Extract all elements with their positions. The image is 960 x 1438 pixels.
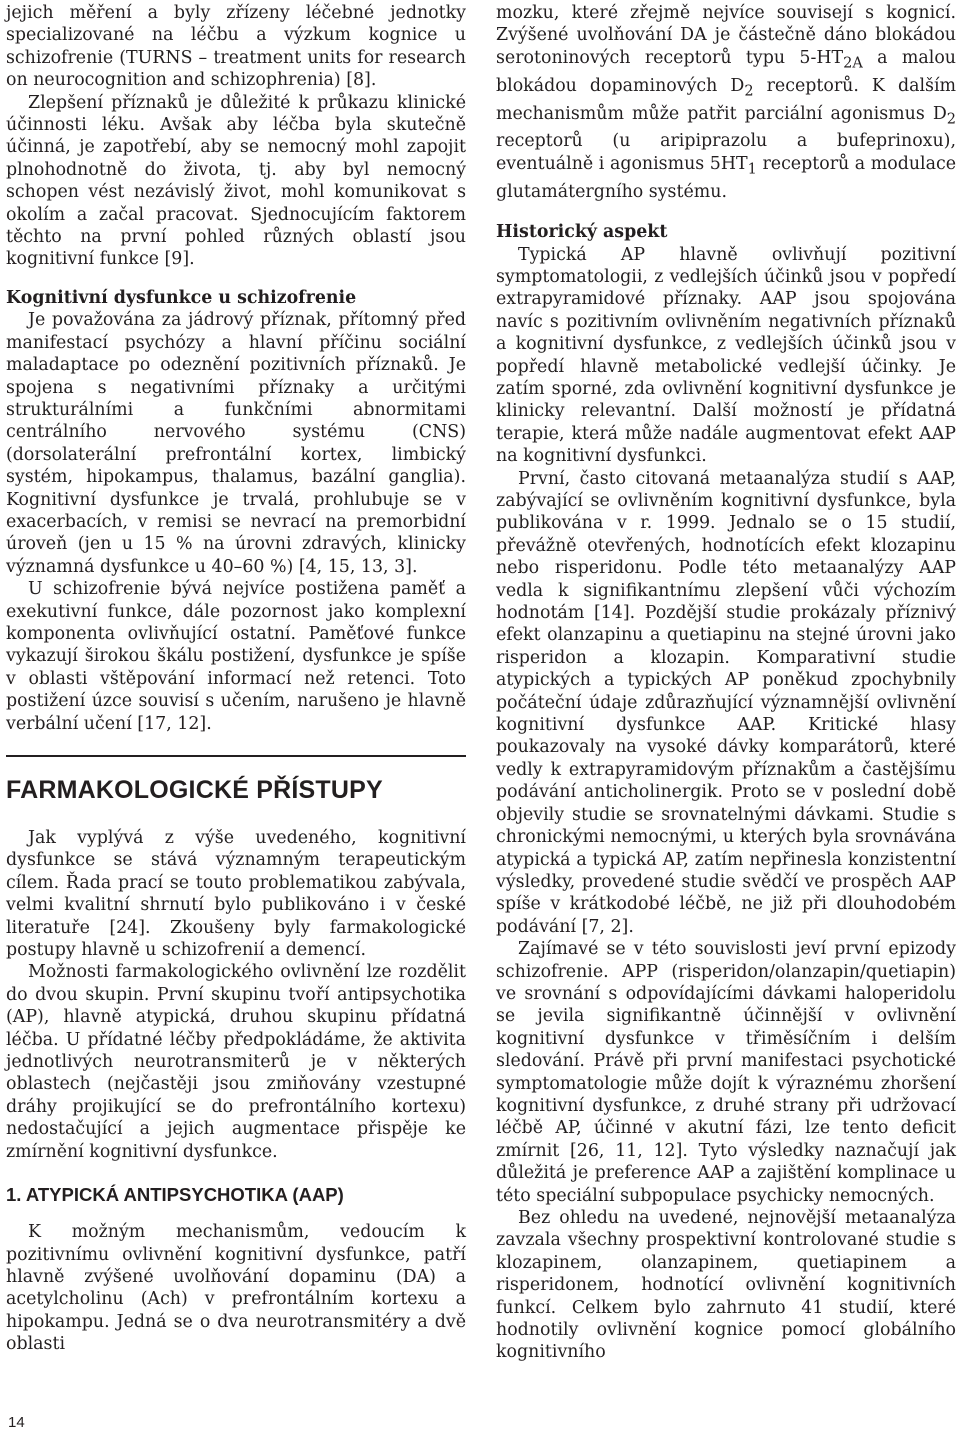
text-segment: receptorů a modulace glutamátergního systému. [496,153,956,202]
section-divider [6,755,466,757]
paragraph-aap: K možným mechanismům, vedoucím k pozitivnímu ovlivnění kognitivní dysfunkce, patří hlavně zvýšené uvolňování dopaminu (DA) a acetylcholinu (Ach) v prefrontálním kortexu a hipokampu. Jedná se o dva neurotransmitéry a dvě oblasti [6,1222,466,1355]
paragraph-history-2: První, často citovaná metaanalýza studií s AAP, zabývající se ovlivněním kognitivní dysfunkce, byla publikována v r. 1999. Jednalo se o 15 studií, převážně otevřených, hodnotících efekt klozapinu nebo risperidonu. Podle této metaanalýzy AAP vedla k signifikantnímu zlepšení vůči výchozím hodnotám [14]. Pozdější studie prokázaly příznivý efekt olanzapinu a quetiapinu na stejné úrovni jako risperidon a klozapin. Komparativní studie atypických a typických AP poněkud zpochybnily počáteční údaje zdůrazňující významnější ovlivnění kognitivní dysfunkce AAP. Kritické hlasy poukazovaly na vysoké dávky komparátorů, které vedly k extrapyramidovým příznakům a častějšímu podávání anticholinergik. Proto se v poslední době objevily studie se srovnatelnými dávkami. Studie s chronickými nemocnými, u kterých byla srovnávána atypická a typická AP, zatím nepřinesla konzistentní výsledky, provedené studie svědčí ve prospěch AAP spíše v krátkodobé léčbě, ne již při dlouhodobém podávání [7, 2]. [496,468,956,937]
paragraph-pharm-2: Možnosti farmakologického ovlivnění lze rozdělit do dvou skupin. První skupinu tvoří antipsychotika (AP), hlavně atypická, druhou skupinu přídatná léčba. U přídatné léčby předpokládáme, že aktivita jednotlivých neurotransmiterů je v některých oblastech (nejčastěji jsou zmiňovány vzestupné dráhy projikující se do prefrontálního kortexu) nedostačující a jejich augmentace přispěje ke zmírnění kognitivní dysfunkce. [6,962,466,1162]
right-column [496,2,956,1364]
paragraph-improvement: Zlepšení příznaků je důležité k průkazu klinické účinnosti léku. Avšak aby léčba byla skutečně účinná, je zapotřebí, aby se nemocný mohl zapojit plnohodnotně do života, tj. aby byl nemocný schopen vést nezávislý život, mohl komunikovat s okolím a začal pracovat. Sjednocujícím faktorem těchto na první pohled různých oblastí jsou kognitivní funkce [9]. [6,92,466,270]
subscript: 2 [946,111,956,128]
paragraph-cognitive-2: U schizofrenie bývá nejvíce postižena paměť a exekutivní funkce, dále pozornost jako komplexní komponenta ovlivňující ostatní. Paměťové funkce vykazují širokou škálu postižení, dysfunkce je spíše v oblasti vštěpování informací než retenci. Toto postižení úzce souvisí s učením, narušeno je hlavně verbální učení [17, 12]. [6,579,466,734]
paragraph-continuation [496,2,956,203]
text-segment: a malou blokádou dopaminových D [496,47,956,96]
text-segment: mozku, které zřejmě nejvíce souvisejí s kognicí. Zvýšené uvolňování DA je částečně dáno blokádou serotoninových receptorů typu 5-HT [496,3,956,68]
subscript: 1 [747,161,757,178]
paragraph-intro: jejich měření a byly zřízeny léčebné jednotky specializované na léčbu a výzkum kognice u schizofrenie (TURNS – treatment units for research on neurocognition and schizophrenia) [8]. [6,3,466,91]
paragraph-history-3: Zajímavé se v této souvislosti jeví první epizody schizofrenie. APP (risperidon/olanzapin/quetiapin) ve srovnání s odpovídajícími dávkami haloperidolu se jevila signifikantně účinnější v ovlivnění kognitivní dysfunkce v třiměsíčním i delším sledování. Právě při první manifestaci psychotické symptomatologie může dojít k výraznému zhoršení kognitivní dysfunkce, z druhé strany při udržovací léčbě AP, účinné v akutní fázi, lze tento deficit zmírnit [26, 11, 12]. Tyto výsledky naznačují jak důležitá je preference AAP a zajištění komplinace u této speciální subpopulace psychicky nemocných. [496,939,956,1206]
heading-historical-aspect: Historický aspekt [496,222,668,243]
heading-pharmacological-approaches: FARMAKOLOGICKÉ PŘÍSTUPY [6,776,383,804]
subscript: 2 [744,83,754,100]
text-segment: receptorů. K dalším mechanismům může patřit parciální agonismus D [496,75,956,124]
paragraph-history-1: Typická AP hlavně ovlivňují pozitivní symptomatologii, z vedlejších účinků jsou v popředí extrapyramidové příznaky. AAP jsou spojována navíc s pozitivním ovlivněním negativních příznaků a kognitivní dysfunkce, z vedlejších účinků jsou v popředí hlavně metabolické vedlejší účinky. Je zatím sporné, zda ovlivnění kognitivní dysfunkce je klinicky relevantní. Další možností je přídatná terapie, která může nadále augmentovat efekt AAP na kognitivní dysfunkci. [496,244,956,467]
text-segment: receptorů (u aripiprazolu a bufeprinoxu), eventuálně i agonismus 5HT [496,131,956,174]
heading-cognitive-dysfunction: Kognitivní dysfunkce u schizofrenie [6,287,357,308]
subscript: 2A [843,55,863,72]
paragraph-history-4: Bez ohledu na uvedené, nejnovější metaanalýza zavzala všechny prospektivní kontrolované studie s klozapinem, olanzapinem, quetiapinem a risperidonem, hodnotící ovlivnění kognitivních funkcí. Celkem bylo zahrnuto 41 studií, které hodnotily ovlivnění kognice pomocí globálního kognitivního [496,1208,956,1363]
page-number: 14 [8,1414,25,1431]
heading-atypical-antipsychotics: 1. ATYPICKÁ ANTIPSYCHOTIKA (AAP) [6,1184,344,1206]
paragraph-pharm-1: Jak vyplývá z výše uvedeného, kognitivní dysfunkce se stává významným terapeutickým cílem. Řada prací se touto problematikou zabývala, velmi kvalitní shrnutí bylo publikováno i v české literatuře [24]. Zkoušeny byly farmakologické postupy hlavně u schizofrenií a demencí. [6,828,466,961]
paragraph-cognitive-1: Je považována za jádrový příznak, přítomný před manifestací psychózy a hlavní příčinu sociální maladaptace po odeznění pozitivních příznaků. Je spojena s negativními příznaky a určitými strukturálními a funkčními abnormitami centrálního nervového systému (CNS) (dorsolaterální prefrontální kortex, limbický systém, hipokampus, thalamus, bazální ganglia). Kognitivní dysfunkce je trvalá, prohlubuje se v exacerbacích, v remisi se nevrací na premorbidní úroveň (jen u 15 % na úrovni zdravých, klinicky významná dysfunkce u 40–60 %) [4, 15, 13, 3]. [6,310,466,577]
left-column [6,2,466,1356]
